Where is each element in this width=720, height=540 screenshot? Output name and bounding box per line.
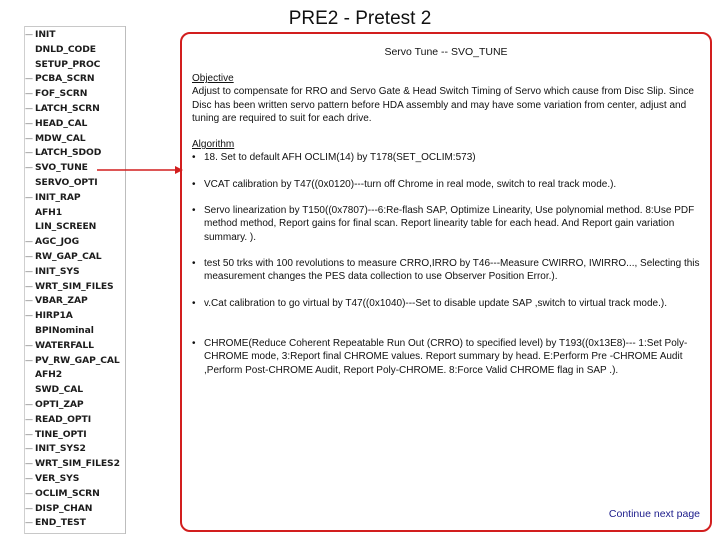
sidebar-step-item xyxy=(25,146,120,161)
step-dash-marker: — xyxy=(25,281,33,291)
pointer-arrow-icon xyxy=(95,164,185,176)
sidebar-step-item xyxy=(25,516,120,531)
bullet-text: 18. Set to default AFH OCLIM(14) by T178(SET_OCLIM:573) xyxy=(204,152,476,163)
sidebar-step-label: DISP_CHAN xyxy=(35,502,93,514)
step-dash-marker: — xyxy=(25,296,33,306)
sidebar-step-label: FOF_SCRN xyxy=(35,88,88,100)
step-dash-marker: — xyxy=(25,237,33,247)
bullet-icon: • xyxy=(192,298,196,309)
sidebar-step-label: VBAR_ZAP xyxy=(35,295,88,307)
sidebar-step-item xyxy=(25,487,120,502)
bullet-text: CHROME(Reduce Coherent Repeatable Run Out (CRRO) to specified level) by T193((0x13E8)--- 1:Set Poly-CHROME mode, 3:Report final CHROME values. Report summary by head. E:Perform Pre -CHROME Audit ,Perform Post-CHROME Audit, Report Poly-CHROME. 8:Force Valid CHROME flag in SAP .). xyxy=(204,338,688,376)
algorithm-bullet xyxy=(192,257,702,284)
sidebar-step-item xyxy=(25,102,120,117)
sidebar-step-item xyxy=(25,117,120,132)
sidebar-step-item xyxy=(25,294,120,309)
sidebar-step-label: LATCH_SDOD xyxy=(35,147,102,159)
sidebar-step-label: DNLD_CODE xyxy=(35,43,96,55)
algorithm-bullet xyxy=(192,204,702,244)
step-dash-marker: — xyxy=(25,163,33,173)
algorithm-heading-wrap xyxy=(192,138,704,151)
bullet-icon: • xyxy=(192,205,196,216)
sidebar-step-item xyxy=(25,502,120,517)
sidebar-step-label: SWD_CAL xyxy=(35,384,83,396)
sidebar-step-label: INIT xyxy=(35,29,56,40)
sidebar-step-item xyxy=(25,265,120,280)
sidebar-step-label: PCBA_SCRN xyxy=(35,73,95,85)
sidebar-step-item xyxy=(25,428,120,443)
sidebar-step-item xyxy=(25,354,120,369)
sidebar-step-item xyxy=(25,280,120,295)
step-dash-marker: — xyxy=(25,251,33,261)
sidebar-step-label: LATCH_SCRN xyxy=(35,102,100,114)
bullet-icon: • xyxy=(192,179,196,190)
step-dash-marker: — xyxy=(25,414,33,424)
sidebar-step-label: AFH1 xyxy=(35,206,63,218)
step-dash-marker: — xyxy=(25,399,33,409)
sidebar-step-item xyxy=(25,250,120,265)
sidebar-step-item xyxy=(25,383,120,398)
sidebar-step-label: BPINominal xyxy=(35,324,94,336)
sidebar-step-item xyxy=(25,58,120,73)
sidebar-step-item xyxy=(25,87,120,102)
sidebar-step-item xyxy=(25,324,120,339)
sidebar-step-label: WATERFALL xyxy=(35,339,94,351)
sidebar-step-item xyxy=(25,43,120,58)
sidebar-step-label: LIN_SCREEN xyxy=(35,221,97,233)
sidebar-step-item xyxy=(25,339,120,354)
sidebar-step-label: WRT_SIM_FILES2 xyxy=(35,458,120,470)
sidebar-step-label: READ_OPTI xyxy=(35,413,92,425)
sidebar-step-label: WRT_SIM_FILES xyxy=(35,280,114,292)
step-dash-marker: — xyxy=(25,444,33,454)
sidebar-top-divider xyxy=(25,26,125,27)
sidebar-step-label: SVO_TUNE xyxy=(35,162,88,174)
sidebar-step-label: SETUP_PROC xyxy=(35,58,101,70)
sidebar-step-item xyxy=(25,220,120,235)
sidebar-step-item xyxy=(25,235,120,250)
sidebar-step-label: VER_SYS xyxy=(35,472,80,484)
algorithm-bullet xyxy=(192,337,702,377)
algorithm-bullet xyxy=(192,151,702,164)
continue-next-page-label: Continue next page xyxy=(608,508,700,520)
test-step-sidebar xyxy=(24,26,126,534)
sidebar-step-item xyxy=(25,368,120,383)
objective-section xyxy=(192,72,704,126)
sidebar-step-item xyxy=(25,442,120,457)
test-step-list xyxy=(25,28,120,531)
sidebar-step-item xyxy=(25,132,120,147)
sidebar-step-label: OPTI_ZAP xyxy=(35,398,84,410)
sidebar-step-label: INIT_RAP xyxy=(35,191,81,203)
sidebar-step-label: RW_GAP_CAL xyxy=(35,250,102,262)
sidebar-step-label: MDW_CAL xyxy=(35,132,86,144)
step-dash-marker: — xyxy=(25,118,33,128)
step-dash-marker: — xyxy=(25,311,33,321)
sidebar-step-item xyxy=(25,398,120,413)
bullet-icon: • xyxy=(192,152,196,163)
step-dash-marker: — xyxy=(25,89,33,99)
bullet-icon: • xyxy=(192,258,196,269)
panel-heading: Servo Tune -- SVO_TUNE xyxy=(384,46,508,58)
sidebar-step-label: INIT_SYS xyxy=(35,265,80,277)
sidebar-step-label: END_TEST xyxy=(35,517,86,529)
step-dash-marker: — xyxy=(25,518,33,528)
sidebar-step-item xyxy=(25,176,120,191)
algorithm-bullet xyxy=(192,297,702,310)
step-dash-marker: — xyxy=(25,266,33,276)
step-dash-marker: — xyxy=(25,192,33,202)
sidebar-step-label: SERVO_OPTI xyxy=(35,176,98,188)
bullet-text: v.Cat calibration to go virtual by T47((0x1040)---Set to disable update SAP ,switch to virtual track mode.). xyxy=(204,298,667,309)
objective-text: Adjust to compensate for RRO and Servo Gate & Head Switch Timing of Servo which cause from Disc Slip. Since Disc has been written servo pattern before HDA assembly and may have some variation from center, adjust and tuning are required to suit for each drive. xyxy=(192,86,694,125)
algorithm-heading: Algorithm xyxy=(192,139,235,150)
sidebar-step-item xyxy=(25,309,120,324)
sidebar-step-label: HIRP1A xyxy=(35,310,73,322)
step-dash-marker: — xyxy=(25,30,33,39)
sidebar-step-item xyxy=(25,206,120,221)
step-dash-marker: — xyxy=(25,429,33,439)
sidebar-step-item xyxy=(25,72,120,87)
step-dash-marker: — xyxy=(25,488,33,498)
slide-title: PRE2 - Pretest 2 xyxy=(288,8,432,29)
objective-heading: Objective xyxy=(192,73,234,84)
sidebar-step-label: AGC_JOG xyxy=(35,236,80,248)
step-dash-marker: — xyxy=(25,133,33,143)
step-dash-marker: — xyxy=(25,103,33,113)
sidebar-step-item xyxy=(25,413,120,428)
bullet-text: test 50 trks with 100 revolutions to measure CRRO,IRRO by T46---Measure CWIRRO, IWIRRO..., Selecting this measurement changes the PES data collection to use Observer Position Error.). xyxy=(204,258,700,283)
sidebar-bottom-divider xyxy=(25,533,125,534)
step-dash-marker: — xyxy=(25,148,33,158)
sidebar-step-label: HEAD_CAL xyxy=(35,117,88,129)
sidebar-step-item xyxy=(25,457,120,472)
sidebar-step-label: TINE_OPTI xyxy=(35,428,87,440)
sidebar-step-label: INIT_SYS2 xyxy=(35,443,86,455)
step-dash-marker: — xyxy=(25,340,33,350)
description-panel xyxy=(180,32,712,532)
sidebar-step-item xyxy=(25,191,120,206)
sidebar-step-label: PV_RW_GAP_CAL xyxy=(35,354,120,366)
sidebar-step-item xyxy=(25,28,120,43)
sidebar-step-label: OCLIM_SCRN xyxy=(35,487,100,499)
algorithm-bullet xyxy=(192,178,702,191)
step-dash-marker: — xyxy=(25,74,33,84)
step-dash-marker: — xyxy=(25,503,33,513)
step-dash-marker: — xyxy=(25,459,33,469)
bullet-text: Servo linearization by T150((0x7807)---6:Re-flash SAP, Optimize Linearity, Use polynomial method. 8:Use PDF method method, Report gains for final scan. Report linearity table for each head. And Report gain variation summary. ). xyxy=(204,205,695,243)
step-dash-marker: — xyxy=(25,355,33,365)
sidebar-step-label: AFH2 xyxy=(35,369,63,381)
bullet-icon: • xyxy=(192,338,196,349)
step-dash-marker: — xyxy=(25,473,33,483)
bullet-text: VCAT calibration by T47((0x0120)---turn off Chrome in real mode, switch to real track mode.). xyxy=(204,179,617,190)
sidebar-step-item xyxy=(25,472,120,487)
